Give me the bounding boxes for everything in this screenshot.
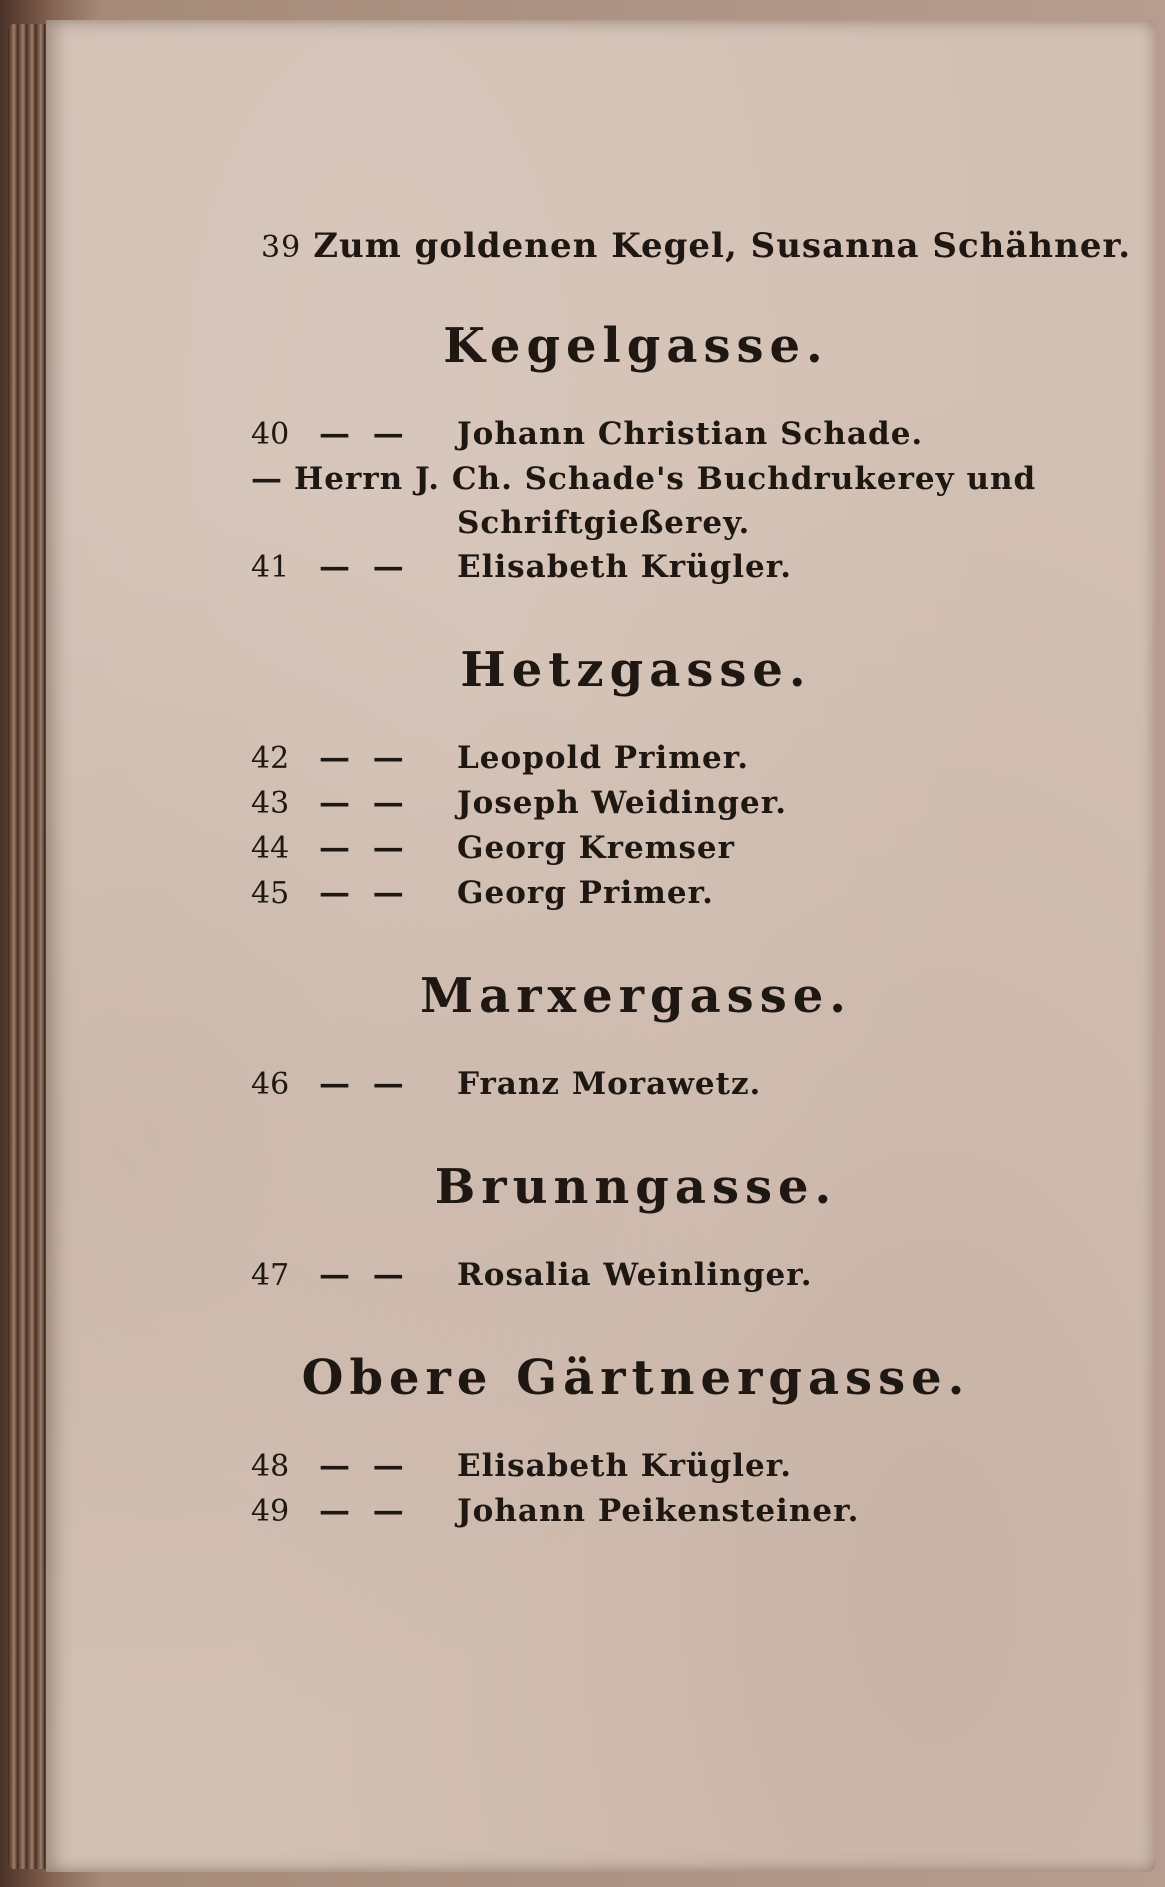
- resident-name: Joseph Weidinger.: [457, 785, 787, 821]
- resident-name: Leopold Primer.: [457, 740, 750, 776]
- house-entry: [251, 736, 1051, 781]
- house-number: 48: [251, 1449, 290, 1484]
- street-heading: Marxergasse.: [420, 968, 852, 1024]
- house-number: 49: [251, 1494, 290, 1529]
- resident-name: Franz Morawetz.: [457, 1066, 762, 1102]
- street-section: [251, 1159, 1051, 1298]
- street-section: [251, 968, 1051, 1107]
- resident-name: Herrn J. Ch. Schade's Buchdrukerey und: [294, 461, 1037, 497]
- resident-name: Georg Kremser: [457, 830, 735, 866]
- resident-name: Elisabeth Krügler.: [457, 549, 793, 585]
- house-entry: [251, 871, 1051, 916]
- house-entry: [251, 781, 1051, 826]
- ditto-dashes: — —: [319, 1257, 410, 1293]
- header-entry: [261, 226, 1132, 266]
- street-heading: Obere Gärtnergasse.: [301, 1350, 971, 1406]
- resident-name: Georg Primer.: [457, 875, 714, 911]
- house-number: 41: [251, 550, 290, 585]
- house-number: 46: [251, 1067, 290, 1102]
- house-entry: [251, 1062, 1051, 1107]
- house-entry: [251, 1489, 1051, 1534]
- house-number: 47: [251, 1258, 290, 1293]
- ditto-dashes: — —: [319, 1066, 410, 1102]
- resident-name: Rosalia Weinlinger.: [457, 1257, 813, 1293]
- ditto-dashes: — —: [319, 875, 410, 911]
- resident-name: Johann Peikensteiner.: [457, 1493, 860, 1529]
- ditto-dashes: — —: [319, 416, 410, 452]
- ditto-dashes: — —: [319, 549, 410, 585]
- house-number: 42: [251, 741, 290, 776]
- header-entry-text: Zum goldenen Kegel, Susanna Schähner.: [313, 226, 1132, 266]
- house-entry: [251, 1253, 1051, 1298]
- ditto-dashes: — —: [319, 785, 410, 821]
- house-number: 40: [251, 417, 290, 452]
- ditto-dashes: — —: [319, 740, 410, 776]
- book-page: [46, 20, 1156, 1872]
- street-heading: Brunngasse.: [434, 1159, 838, 1215]
- page-content: [251, 226, 1132, 1586]
- house-number: 43: [251, 786, 290, 821]
- ditto-dashes: — —: [319, 1448, 410, 1484]
- street-heading: Kegelgasse.: [443, 318, 829, 374]
- street-section: [251, 642, 1051, 916]
- house-number: 45: [251, 876, 290, 911]
- house-number: 44: [251, 831, 290, 866]
- ditto-dashes: — —: [319, 830, 410, 866]
- resident-name: Johann Christian Schade.: [457, 416, 924, 452]
- street-section: [251, 318, 1051, 590]
- house-entry: [251, 412, 1051, 457]
- house-entry: [251, 1444, 1051, 1489]
- street-heading: Hetzgasse.: [460, 642, 812, 698]
- header-entry-number: 39: [261, 230, 302, 265]
- house-entry-sub: [251, 457, 1051, 501]
- lead-dash: —: [251, 461, 282, 497]
- resident-name: Elisabeth Krügler.: [457, 1448, 793, 1484]
- house-entry: [251, 545, 1051, 590]
- ditto-dashes: — —: [319, 1493, 410, 1529]
- resident-name-continuation: Schriftgießerey.: [457, 505, 751, 541]
- street-section: [251, 1350, 1051, 1534]
- house-entry: [251, 826, 1051, 871]
